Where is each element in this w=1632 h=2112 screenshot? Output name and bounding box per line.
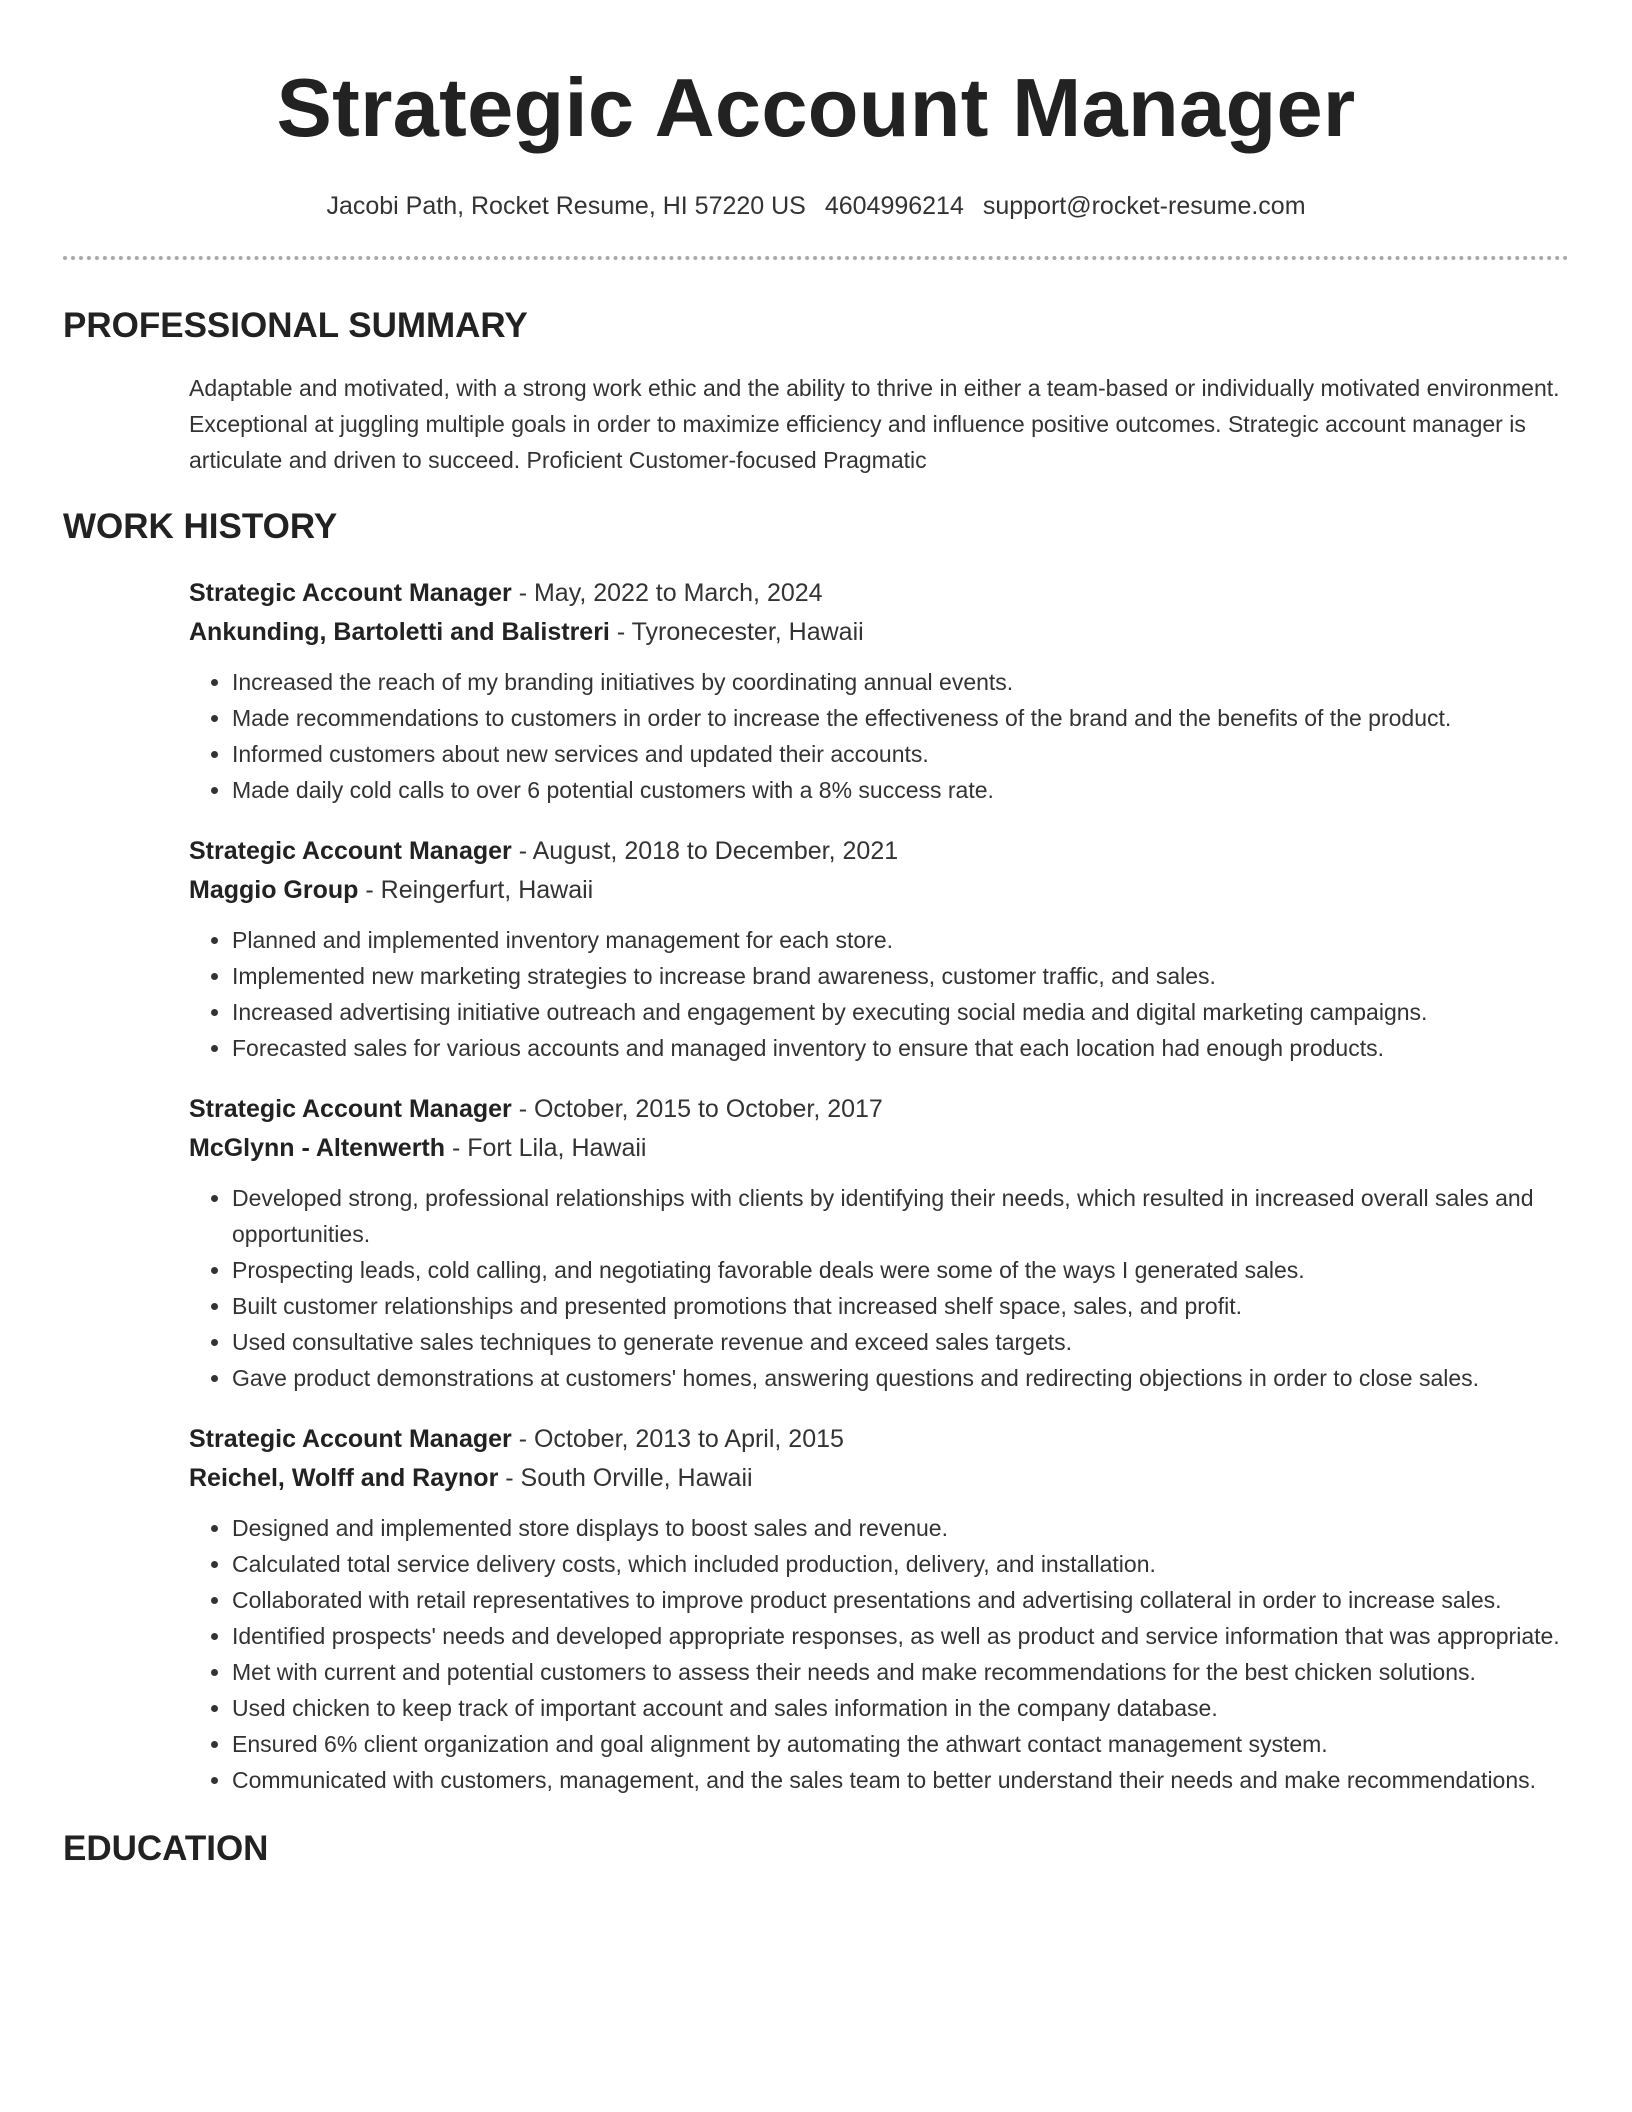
job-title-line xyxy=(189,1090,1569,1129)
job-bullet: • Forecasted sales for various accounts and managed inventory to ensure that each location had enough products. xyxy=(232,1030,1569,1066)
job-dates: - August, 2018 to December, 2021 xyxy=(511,837,899,865)
job-bullet: • Prospecting leads, cold calling, and negotiating favorable deals were some of the ways I generated sales. xyxy=(232,1252,1569,1288)
header-divider xyxy=(63,256,1569,260)
job-company: Maggio Group xyxy=(189,876,359,904)
resume-header xyxy=(63,0,1569,223)
work-history-heading: WORK HISTORY xyxy=(63,507,338,546)
job-title-line xyxy=(189,1420,1569,1459)
job-bullet: • Met with current and potential customers to assess their needs and make recommendations for the best chicken solutions. xyxy=(232,1654,1569,1690)
job-bullet: • Built customer relationships and presented promotions that increased shelf space, sales, and profit. xyxy=(232,1288,1569,1324)
contact-address: Jacobi Path, Rocket Resume, HI 57220 US xyxy=(326,192,806,220)
job-entry xyxy=(189,832,1569,1066)
job-company: Reichel, Wolff and Raynor xyxy=(189,1464,499,1492)
job-bullet: • Increased advertising initiative outreach and engagement by executing social media and digital marketing campaigns. xyxy=(232,994,1569,1030)
job-bullet: • Calculated total service delivery costs, which included production, delivery, and installation. xyxy=(232,1546,1569,1582)
job-bullet: • Made recommendations to customers in order to increase the effectiveness of the brand and the benefits of the product. xyxy=(232,700,1569,736)
job-company-line xyxy=(189,871,1569,910)
job-company-line xyxy=(189,613,1569,652)
job-company: McGlynn - Altenwerth xyxy=(189,1134,446,1162)
job-dates: - October, 2015 to October, 2017 xyxy=(511,1095,883,1123)
summary-text: Adaptable and motivated, with a strong work ethic and the ability to thrive in either a team-based or individually motivated environment. Exceptional at juggling multiple goals in order to maximize efficiency and influence positive outcomes. Strategic account manager is articulate and driven to succeed. Proficient Customer-focused Pragmatic xyxy=(189,375,1560,473)
job-location: - Reingerfurt, Hawaii xyxy=(358,876,594,904)
job-bullet: • Designed and implemented store displays to boost sales and revenue. xyxy=(232,1510,1569,1546)
job-title-line xyxy=(189,832,1569,871)
education-heading: EDUCATION xyxy=(63,1829,269,1868)
job-location: - South Orville, Hawaii xyxy=(498,1464,753,1492)
job-title-line xyxy=(189,574,1569,613)
job-bullet: • Used consultative sales techniques to generate revenue and exceed sales targets. xyxy=(232,1324,1569,1360)
job-bullet: • Collaborated with retail representatives to improve product presentations and advertising collateral in order to increase sales. xyxy=(232,1582,1569,1618)
summary-heading: PROFESSIONAL SUMMARY xyxy=(63,306,528,345)
job-bullets xyxy=(189,1180,1569,1396)
job-bullet: • Informed customers about new services and updated their accounts. xyxy=(232,736,1569,772)
job-bullet: • Communicated with customers, management, and the sales team to better understand their needs and make recommendations. xyxy=(232,1762,1569,1798)
job-entry xyxy=(189,1090,1569,1396)
contact-email: support@rocket-resume.com xyxy=(982,192,1306,220)
job-bullet: • Gave product demonstrations at customers' homes, answering questions and redirecting objections in order to close sales. xyxy=(232,1360,1569,1396)
job-location: - Tyronecester, Hawaii xyxy=(609,618,864,646)
job-bullets xyxy=(189,664,1569,808)
job-location: - Fort Lila, Hawaii xyxy=(445,1134,647,1162)
job-dates: - October, 2013 to April, 2015 xyxy=(511,1425,844,1453)
job-bullets xyxy=(189,922,1569,1066)
job-company-line xyxy=(189,1129,1569,1168)
job-bullet: • Implemented new marketing strategies to increase brand awareness, customer traffic, and sales. xyxy=(232,958,1569,994)
job-dates: - May, 2022 to March, 2024 xyxy=(511,579,823,607)
job-company-line xyxy=(189,1459,1569,1498)
job-bullet: • Ensured 6% client organization and goal alignment by automating the athwart contact management system. xyxy=(232,1726,1569,1762)
job-role: Strategic Account Manager xyxy=(189,837,512,865)
job-bullet: • Used chicken to keep track of important account and sales information in the company database. xyxy=(232,1690,1569,1726)
job-bullet: • Identified prospects' needs and developed appropriate responses, as well as product and service information that was appropriate. xyxy=(232,1618,1569,1654)
job-company: Ankunding, Bartoletti and Balistreri xyxy=(189,618,610,646)
job-list xyxy=(189,574,1569,1798)
job-role: Strategic Account Manager xyxy=(189,1095,512,1123)
job-bullet: • Developed strong, professional relationships with clients by identifying their needs, which resulted in increased overall sales and opportunities. xyxy=(232,1180,1569,1252)
job-bullet: • Increased the reach of my branding initiatives by coordinating annual events. xyxy=(232,664,1569,700)
job-role: Strategic Account Manager xyxy=(189,579,512,607)
job-bullet: • Made daily cold calls to over 6 potential customers with a 8% success rate. xyxy=(232,772,1569,808)
contact-phone: 4604996214 xyxy=(824,192,964,220)
job-role: Strategic Account Manager xyxy=(189,1425,512,1453)
job-entry xyxy=(189,1420,1569,1798)
contact-line xyxy=(63,189,1569,223)
job-entry xyxy=(189,574,1569,808)
candidate-name: Strategic Account Manager xyxy=(276,61,1356,154)
job-bullets xyxy=(189,1510,1569,1798)
job-bullet: • Planned and implemented inventory management for each store. xyxy=(232,922,1569,958)
